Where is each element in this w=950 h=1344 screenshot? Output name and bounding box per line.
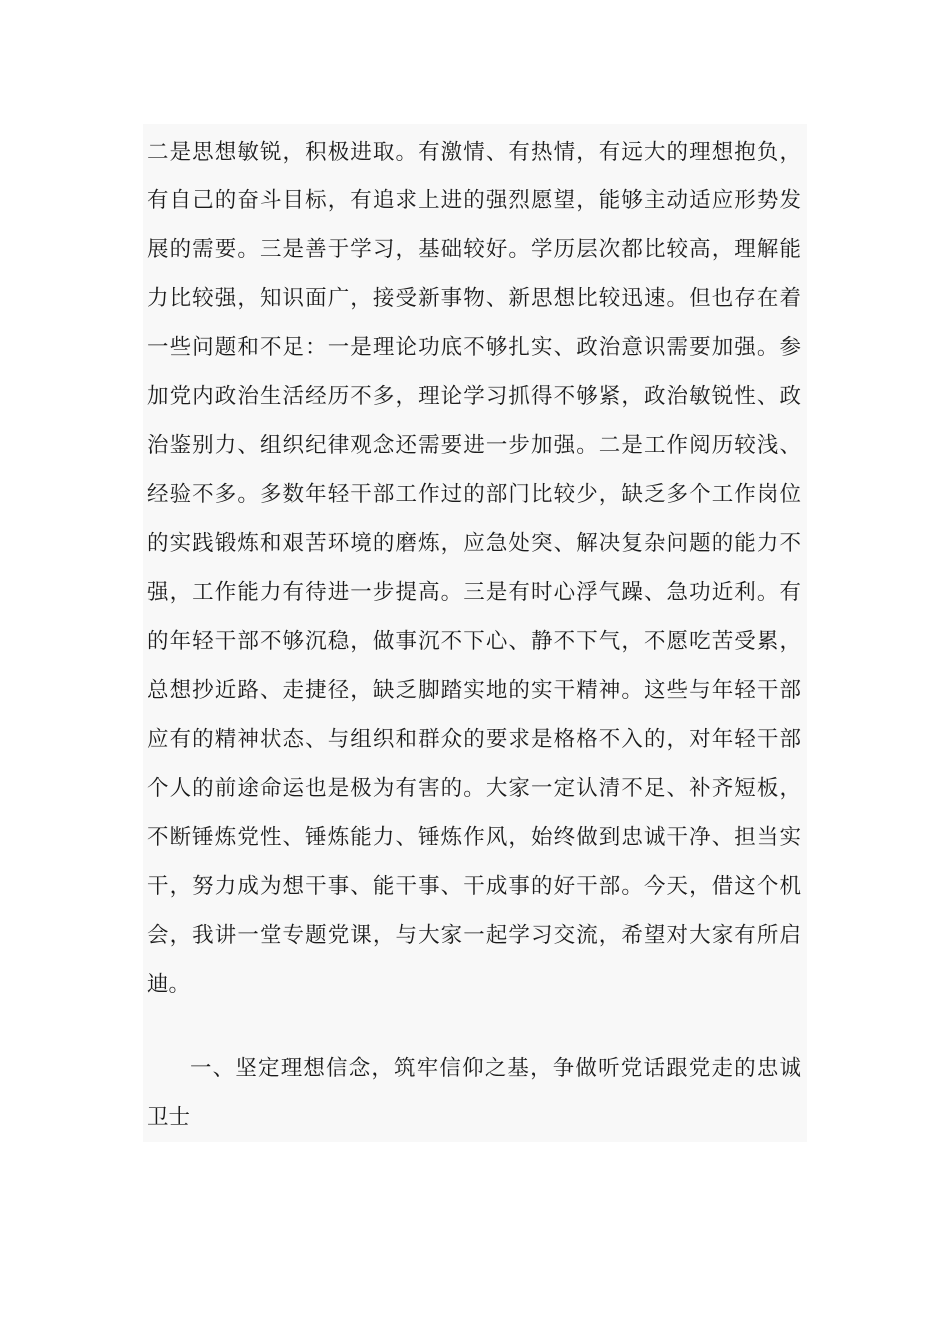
section-heading-line: 一、坚定理想信念，筑牢信仰之基，争做听党话跟党走的忠诚 xyxy=(190,1056,801,1081)
paragraph-line: 不断锤炼党性、锤炼能力、锤炼作风，始终做到忠诚干净、担当实 xyxy=(147,825,801,850)
paragraph-line: 个人的前途命运也是极为有害的。大家一定认清不足、补齐短板， xyxy=(147,776,801,801)
paragraph-line: 干，努力成为想干事、能干事、干成事的好干部。今天，借这个机 xyxy=(147,874,801,899)
paragraph-line: 经验不多。多数年轻干部工作过的部门比较少，缺乏多个工作岗位 xyxy=(147,482,801,507)
paragraph-line: 迪。 xyxy=(147,972,191,997)
paragraph-line: 有自己的奋斗目标，有追求上进的强烈愿望，能够主动适应形势发 xyxy=(147,188,801,213)
paragraph-line: 总想抄近路、走捷径，缺乏脚踏实地的实干精神。这些与年轻干部 xyxy=(147,678,801,703)
paragraph-line: 强，工作能力有待进一步提高。三是有时心浮气躁、急功近利。有 xyxy=(147,580,801,605)
paragraph-line: 会，我讲一堂专题党课，与大家一起学习交流，希望对大家有所启 xyxy=(147,923,801,948)
paragraph-line: 应有的精神状态、与组织和群众的要求是格格不入的，对年轻干部 xyxy=(147,727,801,752)
paragraph-line: 的实践锻炼和艰苦环境的磨炼，应急处突、解决复杂问题的能力不 xyxy=(147,531,801,556)
section-heading-line: 卫士 xyxy=(147,1105,191,1130)
paragraph-line: 治鉴别力、组织纪律观念还需要进一步加强。二是工作阅历较浅、 xyxy=(147,433,801,458)
paragraph-line: 的年轻干部不够沉稳，做事沉不下心、静不下气，不愿吃苦受累， xyxy=(147,629,801,654)
paragraph-line: 二是思想敏锐，积极进取。有激情、有热情，有远大的理想抱负， xyxy=(147,140,801,165)
paragraph-line: 力比较强，知识面广，接受新事物、新思想比较迅速。但也存在着 xyxy=(147,286,801,311)
paragraph-line: 展的需要。三是善于学习，基础较好。学历层次都比较高，理解能 xyxy=(147,237,801,262)
paragraph-line: 加党内政治生活经历不多，理论学习抓得不够紧，政治敏锐性、政 xyxy=(147,384,801,409)
paragraph-line: 一些问题和不足：一是理论功底不够扎实、政治意识需要加强。参 xyxy=(147,335,801,360)
document-text-block xyxy=(143,124,807,1142)
